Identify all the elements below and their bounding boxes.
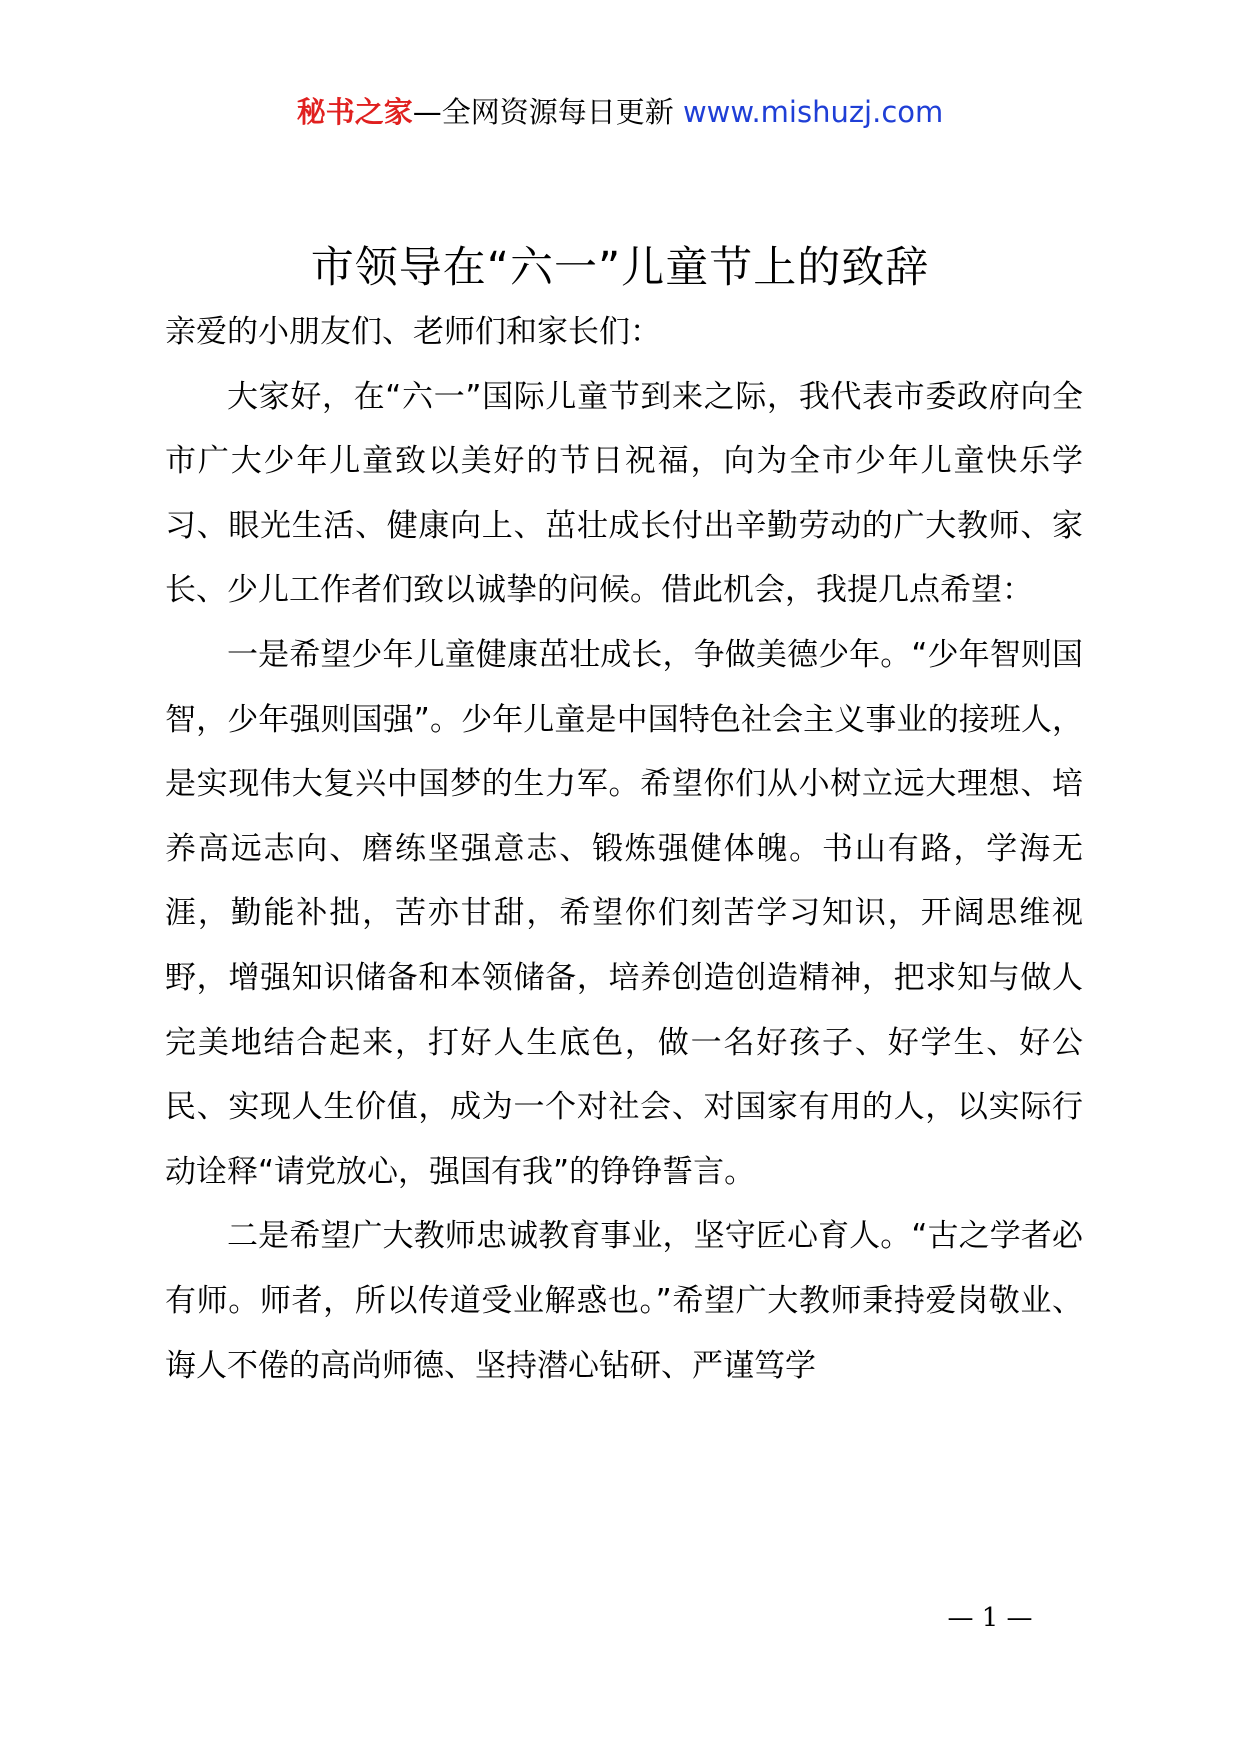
site-url-link[interactable]: www.mishuzj.com [682,95,944,129]
paragraph-hope-children: 一是希望少年儿童健康茁壮成长，争做美德少年。“少年智则国智，少年强则国强”。少年儿童是中国特色社会主义事业的接班人，是实现伟大复兴中国梦的生力军。希望你们从小树立远大理想、培养高远志向、磨练坚强意志、锻炼强健体魄。书山有路，学海无涯，勤能补拙，苦亦甘甜，希望你们刻苦学习知识，开阔思维视野，增强知识储备和本领储备，培养创造创造精神，把求知与做人完美地结合起来，打好人生底色，做一名好孩子、好学生、好公民、实现人生价值，成为一个对社会、对国家有用的人，以实际行动诠释“请党放心，强国有我”的铮铮誓言。 [165,636,1083,1190]
document-title: 市领导在“六一”儿童节上的致辞 [310,243,930,293]
site-header [0,92,1240,132]
site-brand: 秘书之家 [296,95,413,129]
paragraph-hope-teachers: 二是希望广大教师忠诚教育事业，坚守匠心育人。“古之学者必有师。师者，所以传道受业解惑也。”希望广大教师秉持爱岗敬业、诲人不倦的高尚师德、坚持潜心钻研、严谨笃学 [165,1218,1083,1384]
paragraph-greeting: 大家好，在“六一”国际儿童节到来之际，我代表市委政府向全市广大少年儿童致以美好的节日祝福，向为全市少年儿童快乐学习、眼光生活、健康向上、茁壮成长付出辛勤劳动的广大教师、家长、少儿工作者们致以诚挚的问候。借此机会，我提几点希望： [165,378,1083,609]
salutation: 亲爱的小朋友们、老师们和家长们： [165,314,661,350]
site-tagline: —全网资源每日更新 [412,95,683,129]
document-body [165,300,1083,1398]
page-number: — 1 — [947,1603,1033,1633]
